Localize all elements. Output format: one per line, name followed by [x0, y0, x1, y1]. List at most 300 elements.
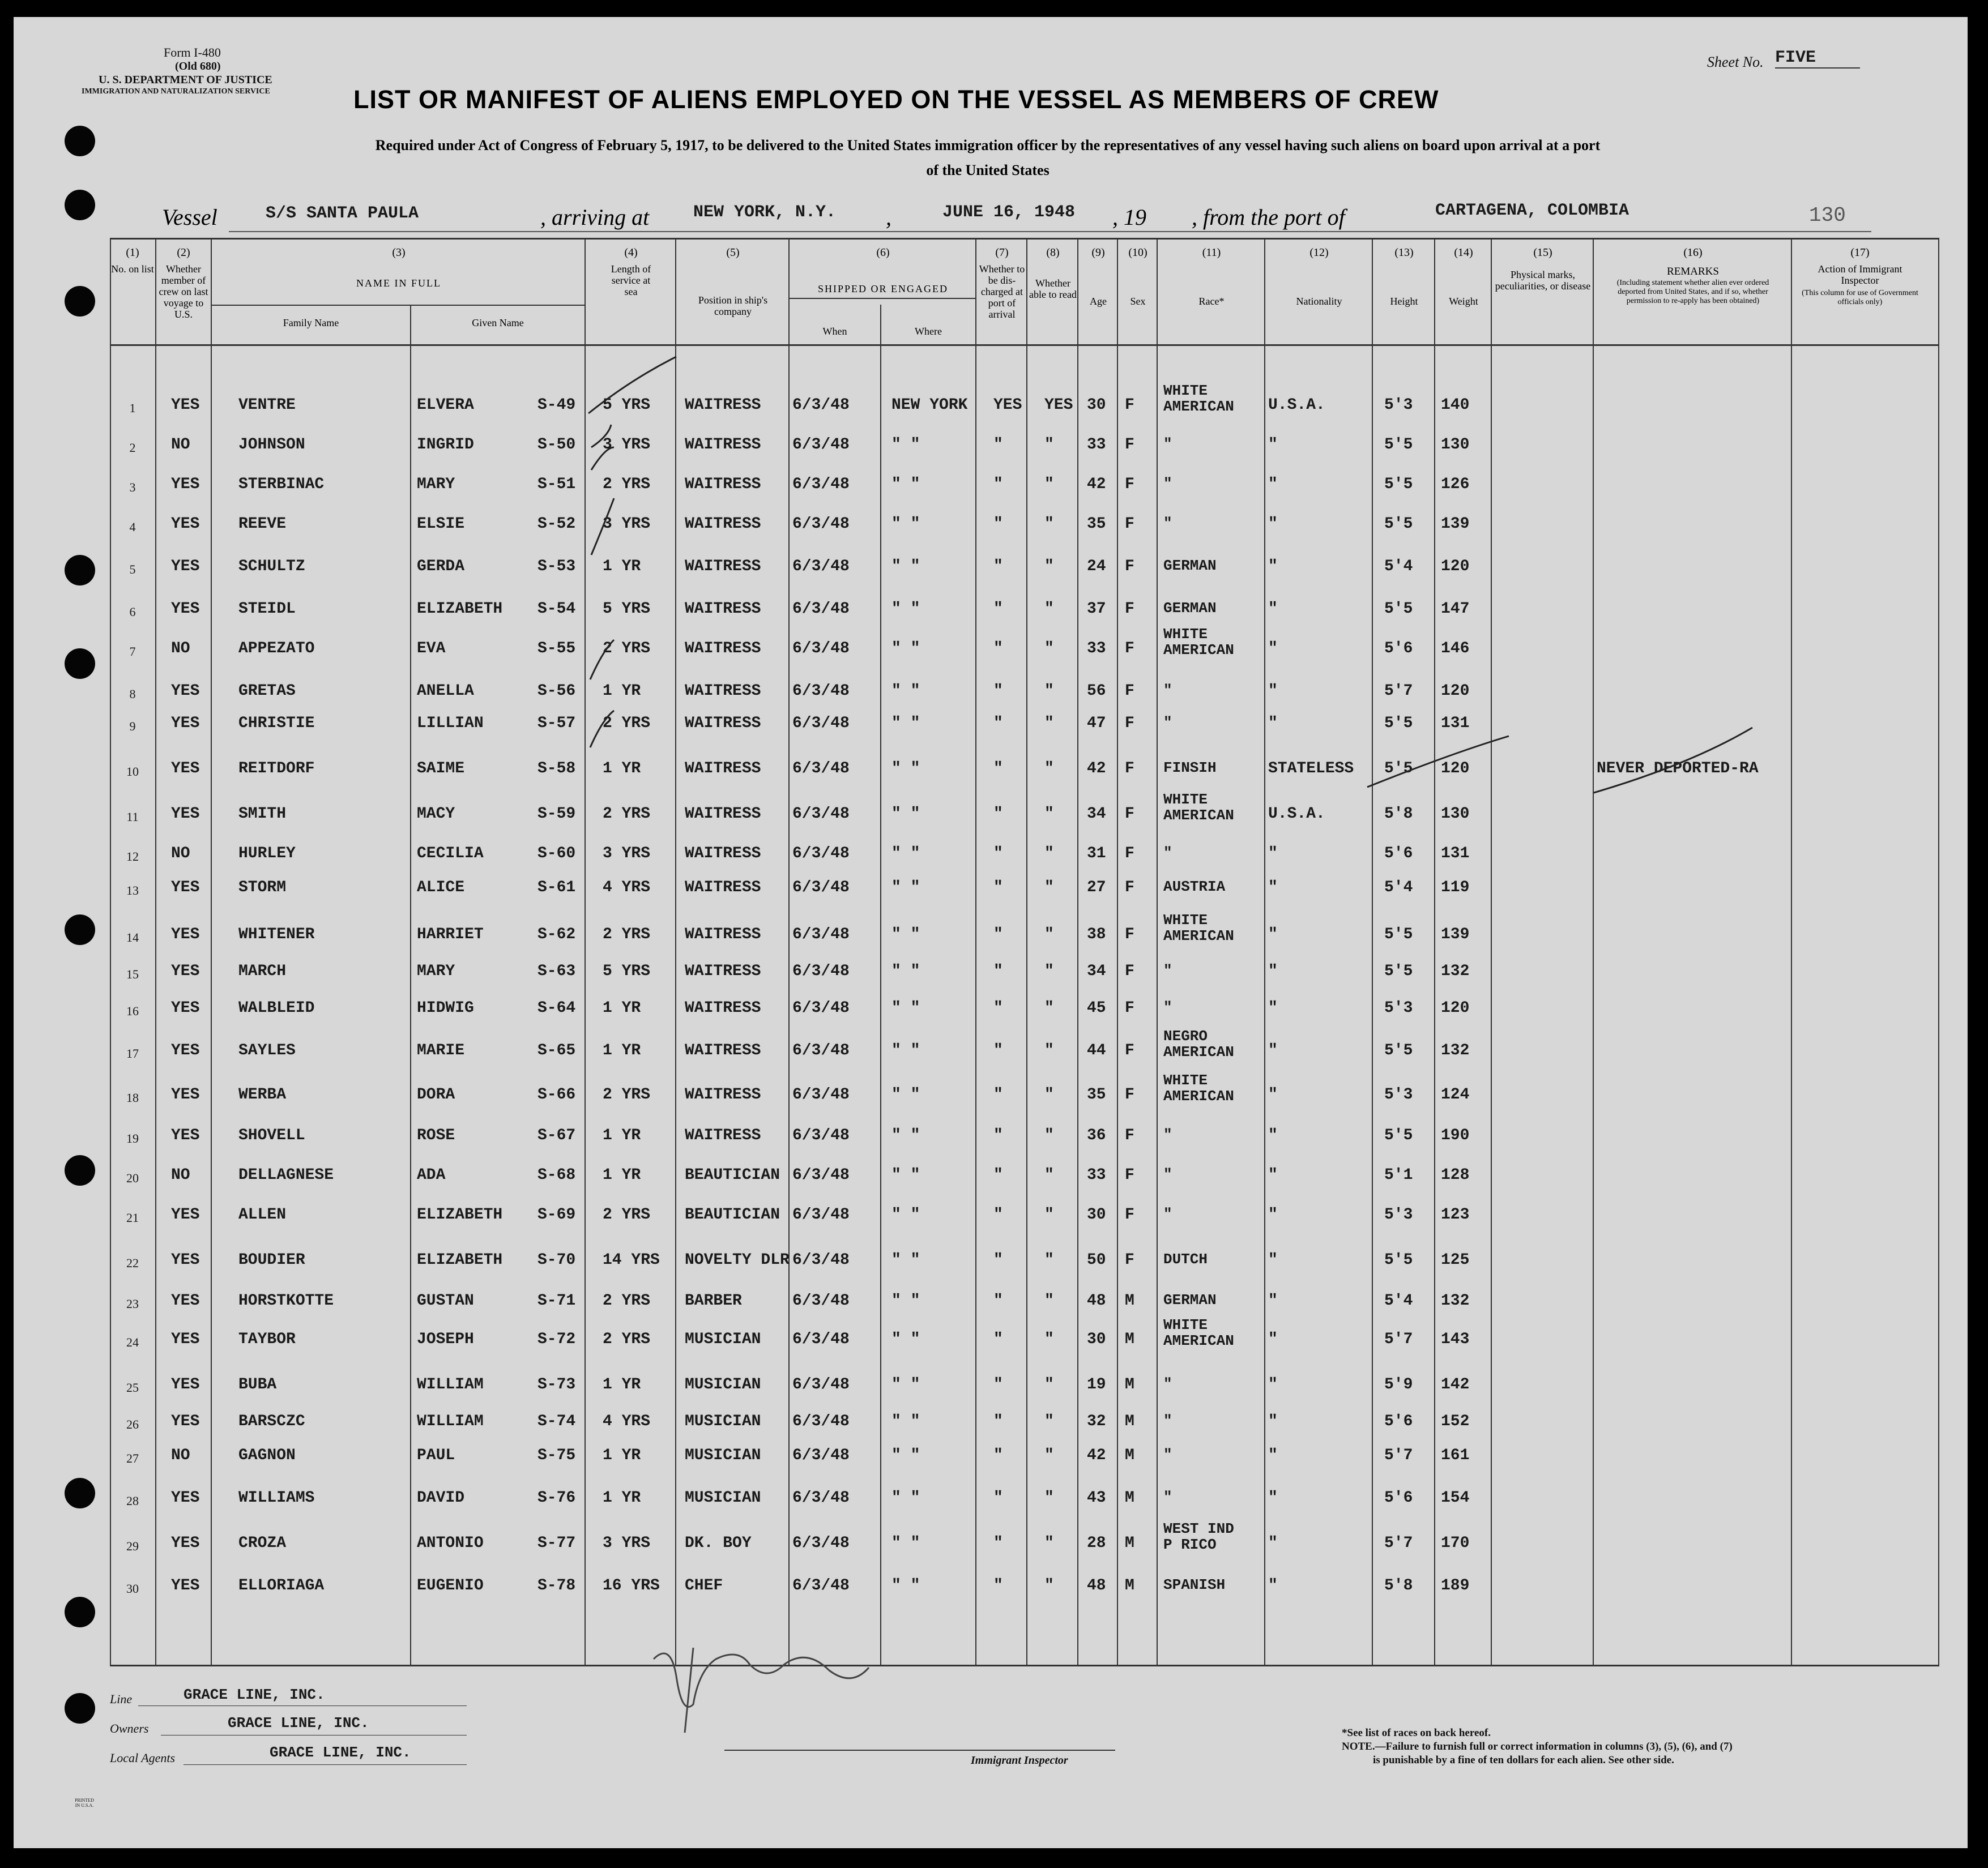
cell-age: 48 — [1087, 1577, 1106, 1595]
cell-to-be-discharged: " — [993, 1166, 1003, 1184]
cell-sex: F — [1125, 760, 1134, 777]
cell-given-name: ANTONIO — [417, 1534, 484, 1552]
col-14-header: Weight — [1449, 296, 1478, 307]
cell-age: 34 — [1087, 805, 1106, 823]
cell-to-be-discharged: " — [993, 805, 1003, 823]
cell-given-name: MARIE — [417, 1042, 465, 1059]
cell-weight: 152 — [1441, 1413, 1470, 1430]
cell-family-name: CHRISTIE — [238, 715, 315, 732]
cell-shipped-when: 6/3/48 — [792, 1577, 850, 1595]
col-11-number: (11) — [1202, 246, 1221, 259]
cell-to-be-discharged: " — [993, 1331, 1003, 1348]
cell-age: 35 — [1087, 1086, 1106, 1104]
cell-length-of-service: 14 YRS — [603, 1251, 660, 1269]
cell-remarks: NEVER DEPORTED-RA — [1597, 760, 1759, 777]
cell-weight: 130 — [1441, 436, 1470, 454]
cell-shipped-when: 6/3/48 — [792, 1292, 850, 1310]
cell-crew-serial: S-71 — [537, 1292, 576, 1310]
cell-crew-serial: S-49 — [537, 396, 576, 414]
cell-position: MUSICIAN — [685, 1413, 761, 1430]
cell-shipped-where: " " — [891, 1447, 920, 1464]
cell-family-name: BUBA — [238, 1376, 277, 1393]
col-9-header: Age — [1090, 296, 1107, 307]
ink-stroke — [590, 498, 614, 747]
cell-nationality: " — [1268, 1127, 1278, 1144]
line-underline — [138, 1705, 467, 1706]
cell-family-name: MARCH — [238, 963, 287, 980]
cell-nationality: " — [1268, 1489, 1278, 1507]
cell-weight: 140 — [1441, 396, 1470, 414]
cell-shipped-when: 6/3/48 — [792, 926, 850, 943]
cell-shipped-where: " " — [891, 879, 920, 896]
cell-able-to-read: " — [1044, 805, 1054, 823]
cell-crew-serial: S-72 — [537, 1331, 576, 1348]
cell-height: 5'7 — [1384, 1534, 1413, 1552]
cell-length-of-service: 4 YRS — [603, 879, 651, 896]
cell-length-of-service: 2 YRS — [603, 1292, 651, 1310]
cell-crew-serial: S-63 — [537, 963, 576, 980]
cell-length-of-service: 2 YRS — [603, 1331, 651, 1348]
cell-age: 24 — [1087, 558, 1106, 575]
cell-nationality: " — [1268, 715, 1278, 732]
cell-height: 5'5 — [1384, 600, 1413, 618]
cell-position: BEAUTICIAN — [685, 1166, 780, 1184]
cell-given-name: ADA — [417, 1166, 446, 1184]
cell-race: FINSIH — [1163, 759, 1217, 776]
cell-height: 5'8 — [1384, 805, 1413, 823]
cell-weight: 124 — [1441, 1086, 1470, 1104]
col-16-header: REMARKS — [1667, 266, 1719, 277]
cell-race: " — [1163, 1126, 1172, 1143]
cell-list-number: 29 — [126, 1539, 139, 1553]
cell-race: " — [1163, 844, 1172, 861]
cell-list-number: 1 — [129, 401, 136, 415]
cell-race: DUTCH — [1163, 1251, 1208, 1268]
cell-able-to-read: " — [1044, 1127, 1054, 1144]
cell-weight: 139 — [1441, 515, 1470, 533]
cell-crew-serial: S-52 — [537, 515, 576, 533]
cell-sex: F — [1125, 396, 1134, 414]
cell-to-be-discharged: " — [993, 682, 1003, 700]
cell-weight: 125 — [1441, 1251, 1470, 1269]
cell-able-to-read: " — [1044, 1447, 1054, 1464]
form-old-number: (Old 680) — [175, 60, 221, 72]
cell-age: 38 — [1087, 926, 1106, 943]
cell-weight: 146 — [1441, 640, 1470, 657]
cell-to-be-discharged: " — [993, 1206, 1003, 1224]
printer-mark: PRINTED IN U.S.A. — [75, 1798, 94, 1808]
cell-length-of-service: 2 YRS — [603, 715, 651, 732]
cell-list-number: 19 — [126, 1131, 139, 1145]
col-5-header: Position in ship's company — [698, 294, 768, 317]
cell-family-name: WALBLEID — [238, 999, 315, 1017]
cell-weight: 189 — [1441, 1577, 1470, 1595]
cell-shipped-when: 6/3/48 — [792, 1127, 850, 1144]
cell-height: 5'6 — [1384, 1489, 1413, 1507]
cell-able-to-read: " — [1044, 715, 1054, 732]
cell-length-of-service: 3 YRS — [603, 845, 651, 862]
cell-height: 5'8 — [1384, 1577, 1413, 1595]
cell-shipped-when: 6/3/48 — [792, 476, 850, 493]
cell-shipped-where: " " — [891, 715, 920, 732]
cell-race: AUSTRIA — [1163, 878, 1226, 895]
cell-previous-voyage: YES — [171, 1292, 200, 1310]
cell-previous-voyage: YES — [171, 476, 200, 493]
cell-able-to-read: " — [1044, 1413, 1054, 1430]
cell-shipped-when: 6/3/48 — [792, 682, 850, 700]
cell-to-be-discharged: YES — [993, 396, 1022, 414]
cell-previous-voyage: YES — [171, 1086, 200, 1104]
cell-shipped-when: 6/3/48 — [792, 600, 850, 618]
cell-shipped-when: 6/3/48 — [792, 760, 850, 777]
cell-sex: F — [1125, 1251, 1134, 1269]
subtitle-line-1: Required under Act of Congress of February 5, 1917, to be delivered to the United States immigration officer by the representatives of any vessel having such aliens on board upon arrival at a port — [375, 137, 1601, 153]
cell-position: WAITRESS — [685, 558, 761, 575]
cell-shipped-when: 6/3/48 — [792, 805, 850, 823]
sheet-label: Sheet No. — [1707, 54, 1764, 70]
cell-race: " — [1163, 515, 1172, 532]
cell-nationality: " — [1268, 1042, 1278, 1059]
cell-height: 5'4 — [1384, 879, 1413, 896]
cell-sex: F — [1125, 1166, 1134, 1184]
cell-previous-voyage: YES — [171, 879, 200, 896]
department-name: U. S. DEPARTMENT OF JUSTICE — [99, 74, 272, 86]
cell-age: 42 — [1087, 760, 1106, 777]
cell-family-name: ALLEN — [238, 1206, 287, 1224]
subtitle-line-2: of the United States — [926, 162, 1050, 178]
owners-label: Owners — [110, 1721, 149, 1736]
cell-to-be-discharged: " — [993, 1127, 1003, 1144]
cell-sex: M — [1125, 1331, 1134, 1348]
cell-able-to-read: " — [1044, 926, 1054, 943]
cell-previous-voyage: YES — [171, 715, 200, 732]
cell-weight: 119 — [1441, 879, 1470, 896]
cell-weight: 154 — [1441, 1489, 1470, 1507]
cell-to-be-discharged: " — [993, 1086, 1003, 1104]
cell-given-name: JOSEPH — [417, 1331, 474, 1348]
cell-given-name: MACY — [417, 805, 455, 823]
cell-length-of-service: 2 YRS — [603, 476, 651, 493]
cell-position: WAITRESS — [685, 1086, 761, 1104]
cell-list-number: 14 — [126, 930, 139, 944]
cell-position: WAITRESS — [685, 805, 761, 823]
cell-nationality: " — [1268, 845, 1278, 862]
cell-family-name: SAYLES — [238, 1042, 296, 1059]
cell-shipped-when: 6/3/48 — [792, 1251, 850, 1269]
col-4-number: (4) — [624, 246, 638, 259]
cell-height: 5'5 — [1384, 963, 1413, 980]
cell-position: WAITRESS — [685, 1042, 761, 1059]
cell-shipped-where: " " — [891, 845, 920, 862]
penalty-note-2: is punishable by a fine of ten dollars for each alien. See other side. — [1373, 1754, 1674, 1766]
cell-race: WHITE AMERICAN — [1163, 626, 1234, 659]
cell-shipped-when: 6/3/48 — [792, 879, 850, 896]
cell-age: 47 — [1087, 715, 1106, 732]
cell-age: 30 — [1087, 396, 1106, 414]
cell-weight: 120 — [1441, 760, 1470, 777]
col-7-header: Whether to be dis-charged at port of arrival — [979, 263, 1025, 320]
cell-weight: 131 — [1441, 715, 1470, 732]
cell-to-be-discharged: " — [993, 1447, 1003, 1464]
cell-position: WAITRESS — [685, 879, 761, 896]
col-13-header: Height — [1390, 296, 1418, 307]
cell-position: BARBER — [685, 1292, 742, 1310]
cell-shipped-when: 6/3/48 — [792, 715, 850, 732]
cell-list-number: 4 — [129, 520, 136, 534]
cell-previous-voyage: YES — [171, 1127, 200, 1144]
cell-nationality: " — [1268, 1086, 1278, 1104]
cell-weight: 190 — [1441, 1127, 1470, 1144]
cell-previous-voyage: YES — [171, 396, 200, 414]
line-label: Line — [110, 1692, 133, 1706]
cell-to-be-discharged: " — [993, 476, 1003, 493]
cell-previous-voyage: YES — [171, 999, 200, 1017]
cell-weight: 147 — [1441, 600, 1470, 618]
cell-given-name: DAVID — [417, 1489, 465, 1507]
cell-shipped-where: " " — [891, 1086, 920, 1104]
cell-previous-voyage: YES — [171, 1331, 200, 1348]
form-number: Form I-480 — [164, 45, 221, 59]
cell-shipped-when: 6/3/48 — [792, 1489, 850, 1507]
col-1-number: (1) — [126, 246, 139, 259]
cell-race: GERMAN — [1163, 557, 1217, 574]
cell-nationality: " — [1268, 926, 1278, 943]
cell-shipped-when: 6/3/48 — [792, 1086, 850, 1104]
cell-length-of-service: 2 YRS — [603, 1206, 651, 1224]
cell-race: " — [1163, 682, 1172, 699]
cell-list-number: 9 — [129, 719, 136, 733]
cell-weight: 132 — [1441, 1292, 1470, 1310]
cell-list-number: 8 — [129, 687, 136, 701]
cell-crew-serial: S-51 — [537, 476, 576, 493]
cell-weight: 120 — [1441, 682, 1470, 700]
cell-weight: 120 — [1441, 999, 1470, 1017]
cell-position: MUSICIAN — [685, 1331, 761, 1348]
cell-able-to-read: " — [1044, 1251, 1054, 1269]
cell-nationality: " — [1268, 1376, 1278, 1393]
cell-crew-serial: S-78 — [537, 1577, 576, 1595]
cell-shipped-when: 6/3/48 — [792, 640, 850, 657]
cell-height: 5'6 — [1384, 845, 1413, 862]
cell-length-of-service: 2 YRS — [603, 926, 651, 943]
cell-length-of-service: 1 YR — [603, 1489, 641, 1507]
cell-length-of-service: 1 YR — [603, 999, 641, 1017]
cell-nationality: " — [1268, 640, 1278, 657]
vessel-label: Vessel — [162, 204, 217, 230]
cell-sex: F — [1125, 1042, 1134, 1059]
cell-height: 5'7 — [1384, 1331, 1413, 1348]
cell-previous-voyage: YES — [171, 1042, 200, 1059]
cell-list-number: 16 — [126, 1004, 139, 1018]
cell-list-number: 12 — [126, 849, 139, 864]
cell-sex: F — [1125, 1086, 1134, 1104]
cell-previous-voyage: YES — [171, 805, 200, 823]
cell-shipped-when: 6/3/48 — [792, 999, 850, 1017]
col-6-number: (6) — [876, 246, 890, 259]
cell-previous-voyage: NO — [171, 640, 190, 657]
cell-crew-serial: S-58 — [537, 760, 576, 777]
cell-shipped-where: NEW YORK — [891, 396, 968, 414]
cell-able-to-read: " — [1044, 1376, 1054, 1393]
cell-length-of-service: 1 YR — [603, 760, 641, 777]
cell-height: 5'7 — [1384, 1447, 1413, 1464]
cell-shipped-when: 6/3/48 — [792, 1331, 850, 1348]
cell-to-be-discharged: " — [993, 1413, 1003, 1430]
cell-given-name: HIDWIG — [417, 999, 474, 1017]
cell-given-name: ELIZABETH — [417, 600, 503, 618]
cell-race: " — [1163, 1412, 1172, 1429]
cell-shipped-where: " " — [891, 1577, 920, 1595]
col-1-header: No. on list — [111, 263, 154, 275]
arrival-port: NEW YORK, N.Y. — [693, 203, 837, 222]
cell-height: 5'1 — [1384, 1166, 1413, 1184]
cell-position: MUSICIAN — [685, 1489, 761, 1507]
cell-height: 5'3 — [1384, 1086, 1413, 1104]
ink-stroke — [591, 425, 614, 470]
cell-height: 5'5 — [1384, 926, 1413, 943]
cell-height: 5'5 — [1384, 515, 1413, 533]
cell-age: 33 — [1087, 640, 1106, 657]
cell-list-number: 20 — [126, 1171, 139, 1185]
cell-previous-voyage: YES — [171, 1206, 200, 1224]
cell-weight: 161 — [1441, 1447, 1470, 1464]
cell-length-of-service: 1 YR — [603, 1447, 641, 1464]
cell-family-name: VENTRE — [238, 396, 296, 414]
cell-race: GERMAN — [1163, 600, 1217, 617]
cell-previous-voyage: YES — [171, 1376, 200, 1393]
cell-crew-serial: S-67 — [537, 1127, 576, 1144]
cell-height: 5'6 — [1384, 1413, 1413, 1430]
cell-crew-serial: S-60 — [537, 845, 576, 862]
col-6-when-header: When — [822, 326, 847, 337]
cell-shipped-where: " " — [891, 436, 920, 454]
cell-to-be-discharged: " — [993, 1489, 1003, 1507]
cell-weight: 130 — [1441, 805, 1470, 823]
cell-height: 5'5 — [1384, 476, 1413, 493]
cell-family-name: GAGNON — [238, 1447, 296, 1464]
cell-able-to-read: " — [1044, 1534, 1054, 1552]
cell-crew-serial: S-69 — [537, 1206, 576, 1224]
departure-port: CARTAGENA, COLOMBIA — [1435, 201, 1629, 220]
cell-able-to-read: " — [1044, 640, 1054, 657]
cell-list-number: 15 — [126, 967, 139, 981]
cell-family-name: ELLORIAGA — [238, 1577, 325, 1595]
cell-family-name: REITDORF — [238, 760, 315, 777]
cell-length-of-service: 4 YRS — [603, 1413, 651, 1430]
cell-previous-voyage: YES — [171, 1413, 200, 1430]
cell-previous-voyage: NO — [171, 1166, 190, 1184]
cell-shipped-where: " " — [891, 1489, 920, 1507]
cell-race: SPANISH — [1163, 1576, 1226, 1593]
cell-to-be-discharged: " — [993, 1292, 1003, 1310]
cell-length-of-service: 1 YR — [603, 1166, 641, 1184]
cell-sex: M — [1125, 1447, 1134, 1464]
cell-length-of-service: 16 YRS — [603, 1577, 660, 1595]
cell-given-name: ALICE — [417, 879, 465, 896]
cell-height: 5'3 — [1384, 999, 1413, 1017]
cell-shipped-when: 6/3/48 — [792, 963, 850, 980]
col-11-header: Race* — [1198, 296, 1225, 307]
cell-weight: 131 — [1441, 845, 1470, 862]
cell-race: " — [1163, 1489, 1172, 1506]
col-3-family-header: Family Name — [283, 317, 339, 328]
cell-crew-serial: S-64 — [537, 999, 576, 1017]
cell-shipped-where: " " — [891, 640, 920, 657]
cell-given-name: DORA — [417, 1086, 455, 1104]
manifest-page — [14, 17, 1968, 1848]
cell-shipped-when: 6/3/48 — [792, 515, 850, 533]
cell-list-number: 18 — [126, 1091, 139, 1105]
cell-shipped-where: " " — [891, 515, 920, 533]
cell-age: 36 — [1087, 1127, 1106, 1144]
cell-sex: F — [1125, 999, 1134, 1017]
col-4-header: Length of service at sea — [611, 263, 651, 297]
cell-age: 28 — [1087, 1534, 1106, 1552]
cell-race: NEGRO AMERICAN — [1163, 1028, 1234, 1061]
cell-length-of-service: 3 YRS — [603, 515, 651, 533]
cell-length-of-service: 2 YRS — [603, 640, 651, 657]
cell-given-name: ROSE — [417, 1127, 455, 1144]
cell-to-be-discharged: " — [993, 640, 1003, 657]
cell-position: WAITRESS — [685, 715, 761, 732]
cell-race: " — [1163, 475, 1172, 492]
cell-age: 42 — [1087, 476, 1106, 493]
cell-position: WAITRESS — [685, 963, 761, 980]
cell-length-of-service: 5 YRS — [603, 600, 651, 618]
cell-list-number: 22 — [126, 1256, 139, 1270]
cell-crew-serial: S-75 — [537, 1447, 576, 1464]
cell-shipped-where: " " — [891, 1413, 920, 1430]
col-12-number: (12) — [1309, 246, 1329, 259]
cell-nationality: U.S.A. — [1268, 396, 1325, 414]
cell-to-be-discharged: " — [993, 515, 1003, 533]
cell-shipped-where: " " — [891, 1166, 920, 1184]
col-2-number: (2) — [177, 246, 190, 259]
col-3-given-header: Given Name — [472, 317, 524, 328]
cell-previous-voyage: YES — [171, 1577, 200, 1595]
cell-length-of-service: 5 YRS — [603, 963, 651, 980]
inspector-signature — [685, 1648, 693, 1733]
cell-previous-voyage: NO — [171, 845, 190, 862]
cell-age: 30 — [1087, 1206, 1106, 1224]
cell-shipped-where: " " — [891, 1206, 920, 1224]
cell-weight: 123 — [1441, 1206, 1470, 1224]
cell-shipped-where: " " — [891, 1042, 920, 1059]
cell-family-name: GRETAS — [238, 682, 296, 700]
cell-given-name: WILLIAM — [417, 1413, 484, 1430]
agents-value: GRACE LINE, INC. — [270, 1744, 411, 1761]
cell-position: CHEF — [685, 1577, 723, 1595]
cell-able-to-read: " — [1044, 436, 1054, 454]
cell-to-be-discharged: " — [993, 715, 1003, 732]
cell-shipped-where: " " — [891, 1127, 920, 1144]
arrival-date: JUNE 16, 1948 — [942, 203, 1076, 222]
cell-previous-voyage: YES — [171, 926, 200, 943]
cell-position: WAITRESS — [685, 515, 761, 533]
agents-label: Local Agents — [110, 1751, 176, 1765]
cell-weight: 132 — [1441, 963, 1470, 980]
ink-stroke — [1367, 728, 1752, 793]
cell-crew-serial: S-53 — [537, 558, 576, 575]
cell-to-be-discharged: " — [993, 558, 1003, 575]
cell-sex: F — [1125, 558, 1134, 575]
cell-position: WAITRESS — [685, 926, 761, 943]
cell-sex: M — [1125, 1489, 1134, 1507]
cell-to-be-discharged: " — [993, 926, 1003, 943]
cell-crew-serial: S-59 — [537, 805, 576, 823]
cell-crew-serial: S-56 — [537, 682, 576, 700]
cell-list-number: 23 — [126, 1297, 139, 1311]
